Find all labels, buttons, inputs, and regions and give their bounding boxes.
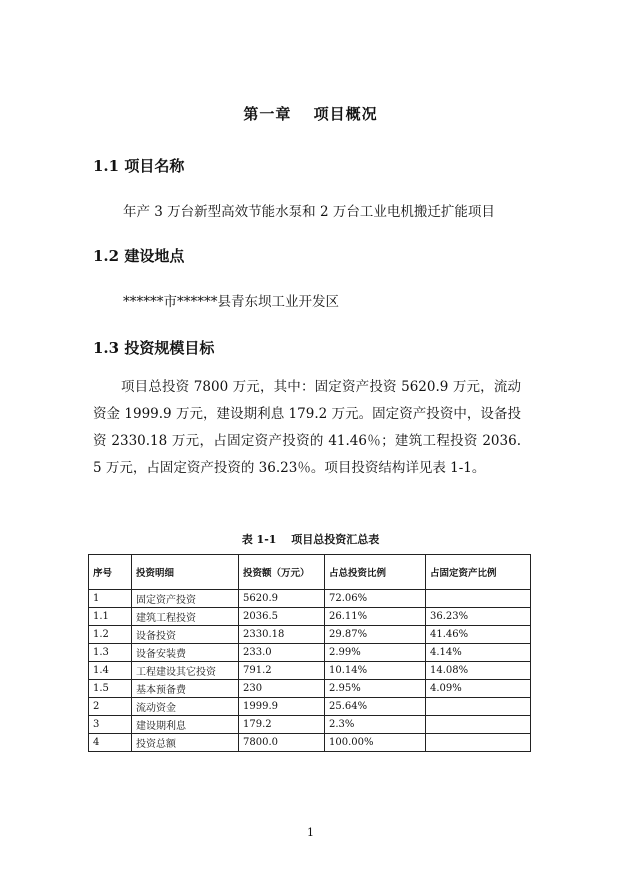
cell-seq: 1.1 [89, 608, 132, 626]
cell-seq: 1.5 [89, 680, 132, 698]
cell-detail: 建筑工程投资 [132, 608, 239, 626]
section-heading-investment: 1.3 投资规模目标 [93, 339, 215, 357]
project-name-text: 年产 3 万台新型高效节能水泵和 2 万台工业电机搬迁扩能项目 [123, 204, 495, 220]
investment-summary-table [88, 554, 531, 752]
cell-detail: 固定资产投资 [132, 590, 239, 608]
cell-total-ratio: 2.95% [325, 680, 426, 698]
cell-fixed-ratio: 41.46% [426, 626, 531, 644]
cell-total-ratio: 2.99% [325, 644, 426, 662]
section-heading-project-name: 1.1 项目名称 [93, 157, 185, 175]
cell-fixed-ratio: 14.08% [426, 662, 531, 680]
cell-amount: 230 [239, 680, 325, 698]
cell-detail: 设备投资 [132, 626, 239, 644]
table-row [89, 734, 531, 752]
table-header-row [89, 555, 531, 590]
cell-total-ratio: 2.3% [325, 716, 426, 734]
cell-detail: 工程建设其它投资 [132, 662, 239, 680]
cell-fixed-ratio [426, 716, 531, 734]
cell-amount: 2036.5 [239, 608, 325, 626]
table-row [89, 590, 531, 608]
table-row [89, 644, 531, 662]
cell-amount: 7800.0 [239, 734, 325, 752]
cell-amount: 1999.9 [239, 698, 325, 716]
cell-total-ratio: 72.06% [325, 590, 426, 608]
cell-seq: 1.2 [89, 626, 132, 644]
header-fixed-ratio: 占固定资产比例 [426, 555, 531, 590]
table-row [89, 698, 531, 716]
header-seq: 序号 [89, 555, 132, 590]
cell-fixed-ratio: 4.09% [426, 680, 531, 698]
cell-detail: 投资总额 [132, 734, 239, 752]
investment-paragraph: 项目总投资 7800 万元，其中：固定资产投资 5620.9 万元，流动资金 1999.9 万元，建设期利息 179.2 万元。固定资产投资中，设备投资 2330.18 万元，占固定资产投资的 41.46％；建筑工程投资 2036.5 万元，占固定资产投资的 36.23％。项目投资结构详见表 1-1。 [93, 379, 521, 476]
cell-total-ratio: 10.14% [325, 662, 426, 680]
table-caption: 表 1-1 项目总投资汇总表 [241, 533, 380, 546]
cell-fixed-ratio: 36.23% [426, 608, 531, 626]
table-row [89, 680, 531, 698]
header-amount: 投资额（万元） [239, 555, 325, 590]
cell-seq: 1.4 [89, 662, 132, 680]
table-row [89, 626, 531, 644]
table-row [89, 608, 531, 626]
cell-detail: 基本预备费 [132, 680, 239, 698]
page-number: 1 [307, 826, 314, 839]
cell-detail: 流动资金 [132, 698, 239, 716]
cell-fixed-ratio: 4.14% [426, 644, 531, 662]
cell-total-ratio: 26.11% [325, 608, 426, 626]
cell-seq: 3 [89, 716, 132, 734]
section-heading-location: 1.2 建设地点 [93, 247, 185, 265]
cell-amount: 2330.18 [239, 626, 325, 644]
cell-detail: 设备安装费 [132, 644, 239, 662]
cell-detail: 建设期利息 [132, 716, 239, 734]
cell-fixed-ratio [426, 698, 531, 716]
cell-fixed-ratio [426, 590, 531, 608]
cell-fixed-ratio [426, 734, 531, 752]
cell-total-ratio: 25.64% [325, 698, 426, 716]
cell-seq: 4 [89, 734, 132, 752]
cell-amount: 791.2 [239, 662, 325, 680]
cell-amount: 233.0 [239, 644, 325, 662]
header-detail: 投资明细 [132, 555, 239, 590]
chapter-title: 第一章 项目概况 [243, 105, 378, 123]
header-total-ratio: 占总投资比例 [325, 555, 426, 590]
location-text: ******市******县青东坝工业开发区 [123, 294, 339, 310]
cell-total-ratio: 100.00% [325, 734, 426, 752]
cell-seq: 1 [89, 590, 132, 608]
cell-amount: 5620.9 [239, 590, 325, 608]
cell-amount: 179.2 [239, 716, 325, 734]
table-row [89, 716, 531, 734]
table-row [89, 662, 531, 680]
cell-seq: 2 [89, 698, 132, 716]
cell-seq: 1.3 [89, 644, 132, 662]
cell-total-ratio: 29.87% [325, 626, 426, 644]
